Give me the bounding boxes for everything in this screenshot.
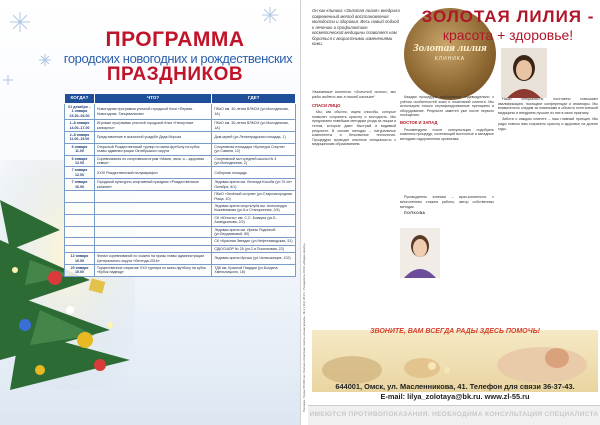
- disclaimer-footer: [308, 405, 600, 425]
- table-row: [65, 167, 296, 179]
- cell-when: 7 января 16.00: [65, 179, 95, 191]
- cell-where: ТДК им. Красной Гвардии (ул.Богдана Хмельницкого, 18): [212, 264, 296, 276]
- cell-when: 7 января 12.00: [65, 167, 95, 179]
- table-row: [65, 238, 296, 245]
- cell-what: [94, 191, 211, 203]
- cell-what: Городской культурно-спортивный праздник «Рождественское катание»: [94, 179, 211, 191]
- brand-title: ЗОЛОТАЯ ЛИЛИЯ -: [421, 7, 595, 26]
- text-column-1: [312, 90, 396, 325]
- cell-when: [65, 191, 95, 203]
- cell-where: ПКиО «Зелёный остров» (ул.Старозагородная Роща, 10): [212, 191, 296, 203]
- cell-when: 01 декабря – 1 января 23.30–03.00: [65, 104, 95, 120]
- cell-where: Ледовая арена им. Ирины Родниной (ул.Бердниковой, 80): [212, 226, 296, 238]
- cell-when: 12 января 16.00: [65, 253, 95, 265]
- text-column-3: [498, 95, 598, 325]
- table-row: [65, 245, 296, 252]
- specialist-portrait-icon: [400, 228, 440, 278]
- cell-what: [94, 245, 211, 252]
- table-row: [65, 202, 296, 214]
- cell-what: Представление в сказочной усадьбе Деда Мороза: [94, 132, 211, 144]
- table-row: [65, 253, 296, 265]
- table-row: [65, 143, 296, 155]
- cell-what: Торжественное открытие XXII турнира по мини-футболу на кубок «Кубок надежд»: [94, 264, 211, 276]
- events-table: [64, 93, 296, 277]
- logo-subtext: КЛИНИКА: [434, 56, 466, 62]
- cell-when: 6 января 11.00: [65, 143, 95, 155]
- text-column-2: [400, 95, 494, 325]
- column-3-paragraph-2: Забота о каждом клиенте – наш главный принцип. Мы рады помочь вам сохранить красоту и здоровье на долгие годы.: [498, 117, 598, 131]
- table-row: [65, 120, 296, 132]
- cell-what: [94, 238, 211, 245]
- events-table-body: [65, 104, 296, 277]
- cell-where: Соборная площадь: [212, 167, 296, 179]
- cell-where: Ледовая арена спортклуба им. Александра Кожевникова (ул.6-я Станционная, 2/4): [212, 202, 296, 214]
- cell-what: Соревнования по спортивным играм «Мама, папа, я – здоровая семья»: [94, 155, 211, 167]
- banner-slogan: ЗВОНИТЕ, ВАМ ВСЕГДА РАДЫ ЗДЕСЬ ПОМОЧЬ!: [369, 328, 541, 335]
- table-header-where: ГДЕ?: [212, 94, 296, 104]
- table-row: [65, 132, 296, 144]
- cell-what: Новогодняя программа уличной городской ёлки «Первая. Новогодняя. Танцевальная»: [94, 104, 211, 120]
- table-row: [65, 214, 296, 226]
- cell-when: 20 января 15.00: [65, 264, 95, 276]
- cell-when: 6 января 12.00: [65, 155, 95, 167]
- disclaimer-text: ИМЕЮТСЯ ПРОТИВОПОКАЗАНИЯ. НЕОБХОДИМА КОНСУЛЬТАЦИЯ СПЕЦИАЛИСТА: [309, 411, 599, 418]
- cell-what: Открытый Рождественский турнир по мини-футболу на кубок главы администрации Октябрьского округа: [94, 143, 211, 155]
- table-header-what: ЧТО?: [94, 94, 211, 104]
- page-subtitle: городских новогодних и рождественских: [63, 51, 293, 66]
- right-page: [308, 0, 600, 425]
- table-row: [65, 226, 296, 238]
- cell-what: Финал соревнований по хоккею на призы главы администрации Центрального округа «Легенда-2016»: [94, 253, 211, 265]
- cell-what: [94, 226, 211, 238]
- cell-when: [65, 238, 95, 245]
- column-2-paragraph-2: Рекомендуем после консультации подобрать комплекс процедур, сочетающий восточные и западные методики оздоровления организма.: [400, 127, 494, 141]
- cell-when: 1–8 января 14.00–17.00: [65, 120, 95, 132]
- cell-where: ПКиО им. 30-летия ВЛКСМ (ул.Молодежная, 1А): [212, 120, 296, 132]
- table-row: [65, 104, 296, 120]
- cell-where: Ледовая арена Иртыш (ул.Челюскинцев, 102): [212, 253, 296, 265]
- table-header-when: КОГДА?: [65, 94, 95, 104]
- doctor-name: ПОПКОВА: [404, 211, 426, 216]
- table-row: [65, 179, 296, 191]
- section-heading-face: СПАСИ ЛИЦО: [312, 102, 341, 108]
- cell-when: 2–8 января 11.00–15.00: [65, 132, 95, 144]
- cell-when: [65, 226, 95, 238]
- column-1-paragraph: Мы, как обычно, ищем способы, которые позволят сохранить красоту и молодость. Мы предлагаем новейшие методики ухода за лицом и телом, которые дают быстрый и видимый результат. В основе методик – натуральные компоненты и безопасные технологии. Процедуры проводят опытные специалисты с медицинским образованием.: [312, 110, 396, 147]
- logo-text: Золотая лилия: [413, 42, 487, 54]
- spine-imprint: Реклама. Тираж 65 000 экз. Омская областная газета «Наше время», № 2 (112) 2016 г. Учредитель ООО «Медиа-Центр»: [302, 243, 306, 412]
- cell-when: [65, 245, 95, 252]
- doctor-portrait-icon: [501, 48, 547, 98]
- table-row: [65, 155, 296, 167]
- cell-where: Спортивный зал средней школы № 4 (ул.Молодежная, 2): [212, 155, 296, 167]
- cell-where: СДЮСШОР № 25 (ул.2-я Поселковая, 22): [212, 245, 296, 252]
- page-title-holidays: ПРАЗДНИКОВ: [106, 64, 244, 85]
- intro-text: Он как клиника «Золотая лилия» внедрила современный метод восстановления молодости и здоровья. Весь новый подход к лечению и профилактике косметической медицины позволяет нам бороться с возрастными изменениями кожи.: [312, 8, 400, 46]
- contact-email-web: E-mail: lilya_zolotaya@bk.ru. www.zl-55.ru: [380, 392, 530, 401]
- brand-slogan: красота + здоровье!: [442, 27, 574, 43]
- section-heading-east-west: ВОСТОК И ЗАПАД: [400, 119, 438, 125]
- column-2-paragraph: Каждая процедура подбирается индивидуально с учётом особенностей кожи и пожеланий клиента. Мы используем только сертифицированные препараты и оборудование. Результат заметен уже после первого посещения.: [400, 95, 494, 118]
- table-row: [65, 264, 296, 276]
- cell-where: Спортивная площадка «Культура Спорта» (ул.Савина, 12): [212, 143, 296, 155]
- cell-what: Игровые программы уличной городской ёлки «Нескучные каникулы»: [94, 120, 211, 132]
- contact-address: 644001, Омск, ул. Масленникова, 41. Телефон для связи 36-37-43.: [335, 382, 575, 391]
- cell-when: [65, 202, 95, 214]
- cell-what: XXIV Рождественский полумарафон: [94, 167, 211, 179]
- cell-what: [94, 202, 211, 214]
- cell-when: [65, 214, 95, 226]
- page-title: ПРОГРАММА: [105, 28, 245, 51]
- cell-where: СК «Красная Звезда» (ул.Нефтезаводская, 51): [212, 238, 296, 245]
- table-row: [65, 191, 296, 203]
- cell-what: [94, 214, 211, 226]
- cell-where: Дом-музей (ул.Ленинградская площадь, 1): [212, 132, 296, 144]
- column-3-paragraph: Наши специалисты постоянно повышают квалификацию, посещают конференции и семинары. Мы внимательно следим за новинками в области эстетической медицины и внедряем лучшие из них в свою практику.: [498, 97, 598, 115]
- cell-where: Ледовая арена им. Леонида Кособа (ул.70 лет Октября, 6/1): [212, 179, 296, 191]
- column-2-paragraph-3: Руководитель клиники – врач-косметолог с многолетним стажем работы, автор собственных методик.: [400, 195, 494, 209]
- cell-where: ПКиО им. 30-летия ВЛКСМ (ул.Молодежная, 1А): [212, 104, 296, 120]
- cell-where: СК «Юность» им. С.С. Бовкуна (ул.Б. Ахмедьянова, 2/2): [212, 214, 296, 226]
- column-1-intro: Уважаемые клиенты «Золотой лилии», мы рады видеть вас в нашей клинике!: [312, 90, 396, 99]
